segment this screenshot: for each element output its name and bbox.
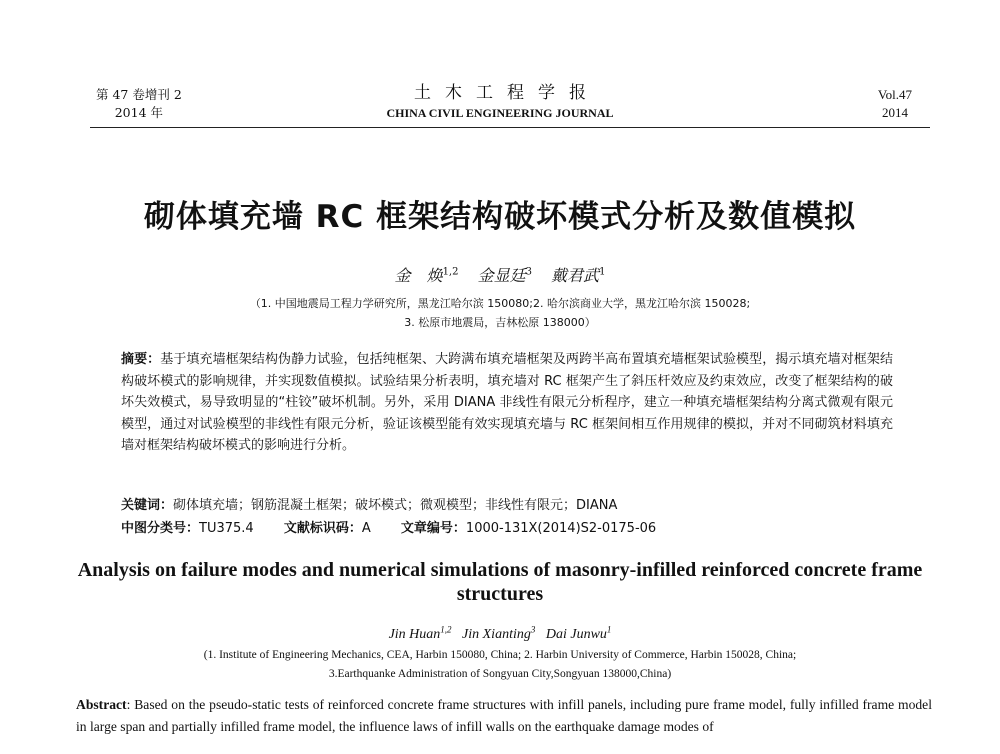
abstract-en-label: Abstract xyxy=(76,697,127,712)
affiliation-line: （1. 中国地震局工程力学研究所，黑龙江哈尔滨 150080;2. 哈尔滨商业大学，黑龙江哈尔滨 150028; xyxy=(249,297,751,310)
header-divider xyxy=(90,127,930,128)
header-vol-en xyxy=(878,86,912,122)
paper-title-cn: 砌体填充墙 RC 框架结构破坏模式分析及数值模拟 xyxy=(143,199,857,235)
article-number: 文章编号：1000-131X(2014)S2-0175-06 xyxy=(400,521,657,536)
author-en: Jin Xianting$^3$ xyxy=(462,624,536,642)
classification-cn xyxy=(121,519,921,539)
affiliation-line: (1. Institute of Engineering Mechanics, CEA, Harbin 150080, China; 2. Harbin University of Commerce, Harbin 150028, China; xyxy=(203,649,797,661)
keywords-cn xyxy=(121,496,921,516)
header-vol-year: 2014 xyxy=(881,105,908,120)
author-en: Dai Junwu$^1$ xyxy=(545,624,612,642)
author-list-cn xyxy=(0,261,1000,288)
header-vol-number: Vol.47 xyxy=(877,87,912,102)
abstract-en-sep: : xyxy=(126,697,131,712)
paper-title-en: Analysis on failure modes and numerical simulations of masonry-infilled reinforced concrete frame structures xyxy=(77,559,923,605)
author-cn: 金显廷$^3$ xyxy=(477,266,532,286)
author-cn: 金 焕$^{1,2}$ xyxy=(394,266,459,286)
affiliation-line: 3. 松原市地震局，吉林松原 138000） xyxy=(404,316,596,329)
abstract-cn-label: 摘要： xyxy=(121,352,161,367)
keywords-cn-text: 砌体填充墙；钢筋混凝土框架；破坏模式；微观模型；非线性有限元；DIANA xyxy=(173,498,618,513)
affiliations-en xyxy=(0,646,1000,684)
journal-name-en: CHINA CIVIL ENGINEERING JOURNAL xyxy=(386,106,614,120)
author-list-en xyxy=(0,619,1000,645)
header-journal xyxy=(300,82,700,121)
affiliations-cn xyxy=(0,294,1000,332)
header-volume: 第 47 卷增刊 2 xyxy=(96,87,182,102)
clc-number: 中图分类号：TU375.4 xyxy=(121,521,254,536)
affiliation-line: 3.Earthquanke Administration of Songyuan City,Songyuan 138000,China) xyxy=(328,668,672,680)
author-cn: 戴君武$^1$ xyxy=(551,266,606,286)
journal-name-cn: 土木工程学报 xyxy=(414,83,600,103)
header-year: 2014 年 xyxy=(114,105,164,120)
abstract-en xyxy=(76,694,932,738)
abstract-cn xyxy=(121,349,893,457)
header-volume-info xyxy=(96,86,182,122)
abstract-en-text: Based on the pseudo-static tests of reinforced concrete frame structures with infill panels, including pure frame model, fully infilled frame model in large span and partially infilled frame model, the influence laws of infill walls on the earthquake damage modes of xyxy=(76,697,932,734)
author-en: Jin Huan$^{1,2}$ xyxy=(388,624,452,642)
document-code: 文献标识码：A xyxy=(283,521,371,536)
abstract-cn-text: 基于填充墙框架结构伪静力试验，包括纯框架、大跨满布填充墙框架及两跨半高布置填充墙框架试验模型，揭示填充墙对框架结构破坏模式的影响规律，并实现数值模拟。试验结果分析表明，填充墙对 RC 框架产生了斜压杆效应及约束效应，改变了框架结构的破坏失效模式，易导致明显的“柱铰”破坏机制。另外，采用 DIANA 非线性有限元分析程序，建立一种填充墙框架结构分离式微观有限元模型，通过对试验模型的非线性有限元分析，验证该模型能有效实现填充墙与 RC 框架间相互作用规律的模拟，并对不同砌筑材料填充墙对框架结构破坏模式的影响进行分析。 xyxy=(121,352,893,453)
keywords-cn-label: 关键词： xyxy=(121,498,174,513)
